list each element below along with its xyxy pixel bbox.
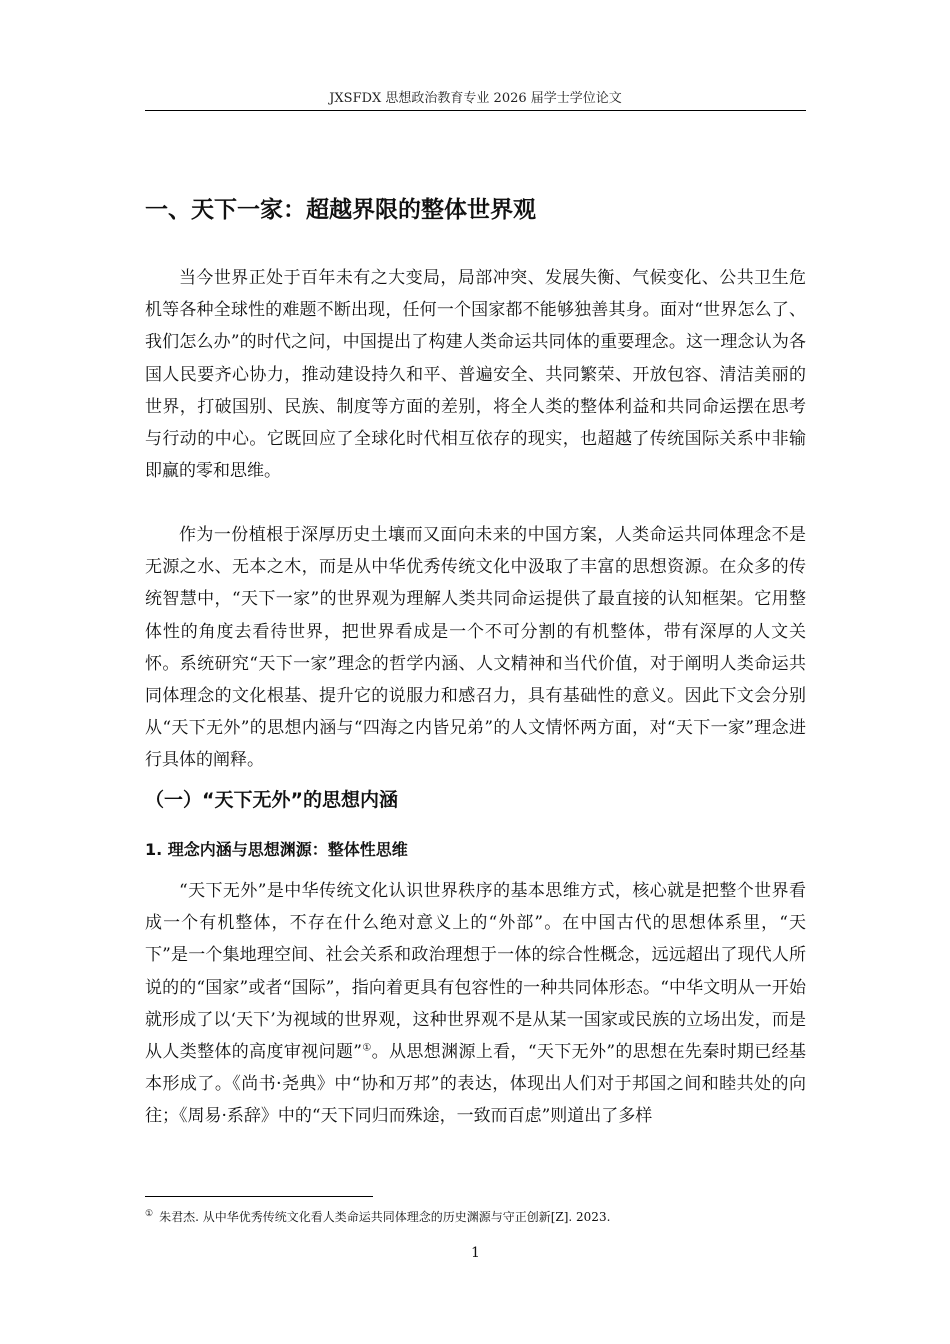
paragraph-3-text-end: 。从思想渊源上看，“天下无外”的思想在先秦时期已经基本形成了。《尚书·尧典》中“协和万邦”的表达，体现出人们对于邦国之间和睦共处的向往；《周易·系辞》中的“天下同归而殊途，一致而百虑”则道出了多样 [145, 1042, 806, 1127]
body-paragraph-3 [145, 875, 806, 1133]
page-number: 1 [471, 1245, 480, 1261]
footnote-number: ① [145, 1209, 154, 1219]
footnote-reference[interactable]: ① [361, 1042, 372, 1054]
body-paragraph-1: 当今世界正处于百年未有之大变局，局部冲突、发展失衡、气候变化、公共卫生危机等各种全球性的难题不断出现，任何一个国家都不能够独善其身。面对“世界怎么了、我们怎么办”的时代之问，中国提出了构建人类命运共同体的重要理念。这一理念认为各国人民要齐心协力，推动建设持久和平、普遍安全、共同繁荣、开放包容、清洁美丽的世界，打破国别、民族、制度等方面的差别，将全人类的整体利益和共同命运摆在思考与行动的中心。它既回应了全球化时代相互依存的现实，也超越了传统国际关系中非输即赢的零和思维。 [145, 268, 806, 482]
footnote-divider [145, 1196, 373, 1197]
page-header: JXSFDX 思想政治教育专业 2026 届学士学位论文 [329, 91, 622, 106]
footnote [145, 1208, 806, 1226]
body-paragraph-2: 作为一份植根于深厚历史土壤而又面向未来的中国方案，人类命运共同体理念不是无源之水、无本之木，而是从中华优秀传统文化中汲取了丰富的思想资源。在众多的传统智慧中，“天下一家”的世界观为理解人类共同命运提供了最直接的认知框架。它用整体性的角度去看待世界，把世界看成是一个不可分割的有机整体，带有深厚的人文关怀。系统研究“天下一家”理念的哲学内涵、人文精神和当代价值，对于阐明人类命运共同体理念的文化根基、提升它的说服力和感召力，具有基础性的意义。因此下文会分别从“天下无外”的思想内涵与“四海之内皆兄弟”的人文情怀两方面，对“天下一家”理念进行具体的阐释。 [145, 525, 806, 771]
footnote-text: 朱君杰. 从中华优秀传统文化看人类命运共同体理念的历史渊源与守正创新[Z]. 2023. [159, 1210, 611, 1224]
section-heading: 一、天下一家：超越界限的整体世界观 [145, 197, 536, 223]
header-divider [145, 110, 806, 111]
paragraph-3-text-start: “天下无外”是中华传统文化认识世界秩序的基本思维方式，核心就是把整个世界看成一个有机整体，不存在什么绝对意义上的“外部”。在中国古代的思想体系里，“天下”是一个集地理空间、社会关系和政治理想于一体的综合性概念，远远超出了现代人所说的的“国家”或者“国际”，指向着更具有包容性的一种共同体形态。“中华文明从一开始就形成了以‘天下’为视域的世界观，这种世界观不是从某一国家或民族的立场出发，而是从人类整体的高度审视问题” [145, 881, 806, 1063]
sub-subsection-heading: 1. 理念内涵与思想渊源：整体性思维 [145, 840, 408, 859]
subsection-heading: （一）“天下无外”的思想内涵 [145, 789, 398, 811]
